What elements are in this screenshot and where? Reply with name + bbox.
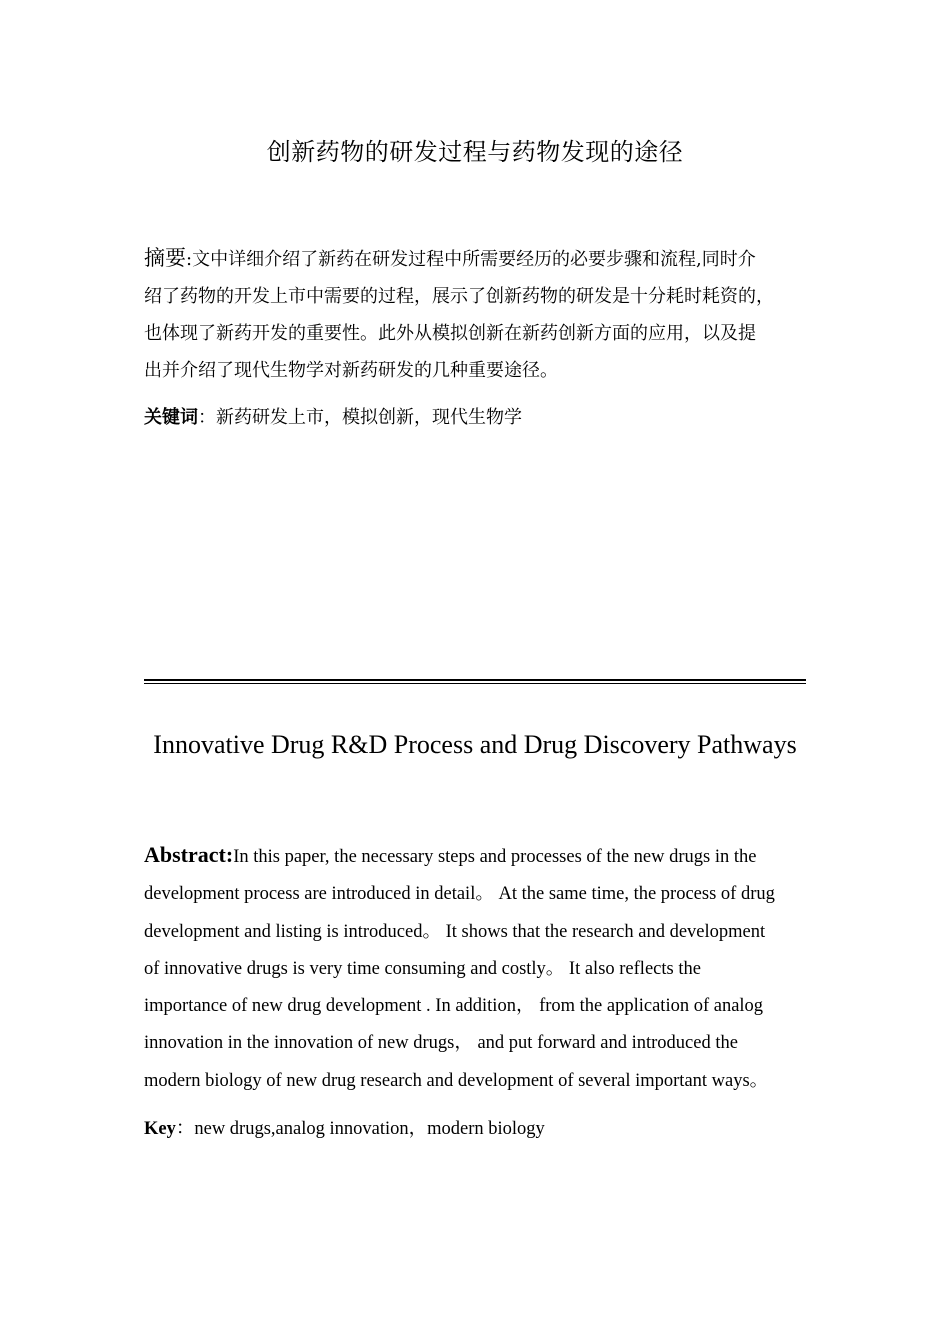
chinese-keywords <box>144 404 808 432</box>
english-abstract-line-2: development process are introduced in detail。 At the same time, the process of drug <box>144 884 775 905</box>
chinese-abstract-line-1 <box>144 240 808 278</box>
english-abstract-line-6: innovation in the innovation of new drugs， and put forward and introduced the <box>144 1033 738 1054</box>
english-abstract-line-7: modern biology of new drug research and development of several important ways。 <box>144 1070 769 1091</box>
section-divider <box>144 679 806 681</box>
english-keywords-label: Key <box>144 1119 176 1139</box>
english-keywords-text: ：new drugs,analog innovation，modern biology <box>175 1119 545 1139</box>
chinese-title: 创新药物的研发过程与药物发现的途径 <box>266 138 684 166</box>
english-abstract-line-1 <box>144 836 808 876</box>
chinese-abstract-line-4: 出并介绍了现代生物学对新药研发的几种重要途径。 <box>144 360 558 381</box>
english-abstract-line-4: of innovative drugs is very time consuming and costly。 It also reflects the <box>144 958 701 979</box>
english-abstract-line-3: development and listing is introduced。 It shows that the research and development <box>144 921 766 942</box>
section-divider-secondary <box>144 683 806 684</box>
chinese-abstract-line-3: 也体现了新药开发的重要性。此外从模拟创新在新药创新方面的应用，以及提 <box>144 323 756 344</box>
english-abstract-label: Abstract: <box>144 842 234 867</box>
chinese-abstract-text-1: :文中详细介绍了新药在研发过程中所需要经历的必要步骤和流程,同时介 <box>186 249 756 270</box>
chinese-abstract-line-2: 绍了药物的开发上市中需要的过程，展示了创新药物的研发是十分耗时耗资的， <box>144 286 774 307</box>
english-abstract-line-5: importance of new drug development . In addition， from the application of analog <box>144 996 764 1017</box>
english-keywords <box>144 1115 808 1143</box>
chinese-keywords-text: ：新药研发上市，模拟创新，现代生物学 <box>198 407 522 428</box>
english-abstract <box>144 836 808 1100</box>
english-title: Innovative Drug R&D Process and Drug Discovery Pathways <box>153 730 797 759</box>
chinese-keywords-label: 关键词 <box>144 407 198 428</box>
chinese-abstract <box>144 240 808 389</box>
english-abstract-text-1: In this paper, the necessary steps and processes of the new drugs in the <box>233 847 757 867</box>
chinese-abstract-label: 摘要 <box>144 246 186 270</box>
